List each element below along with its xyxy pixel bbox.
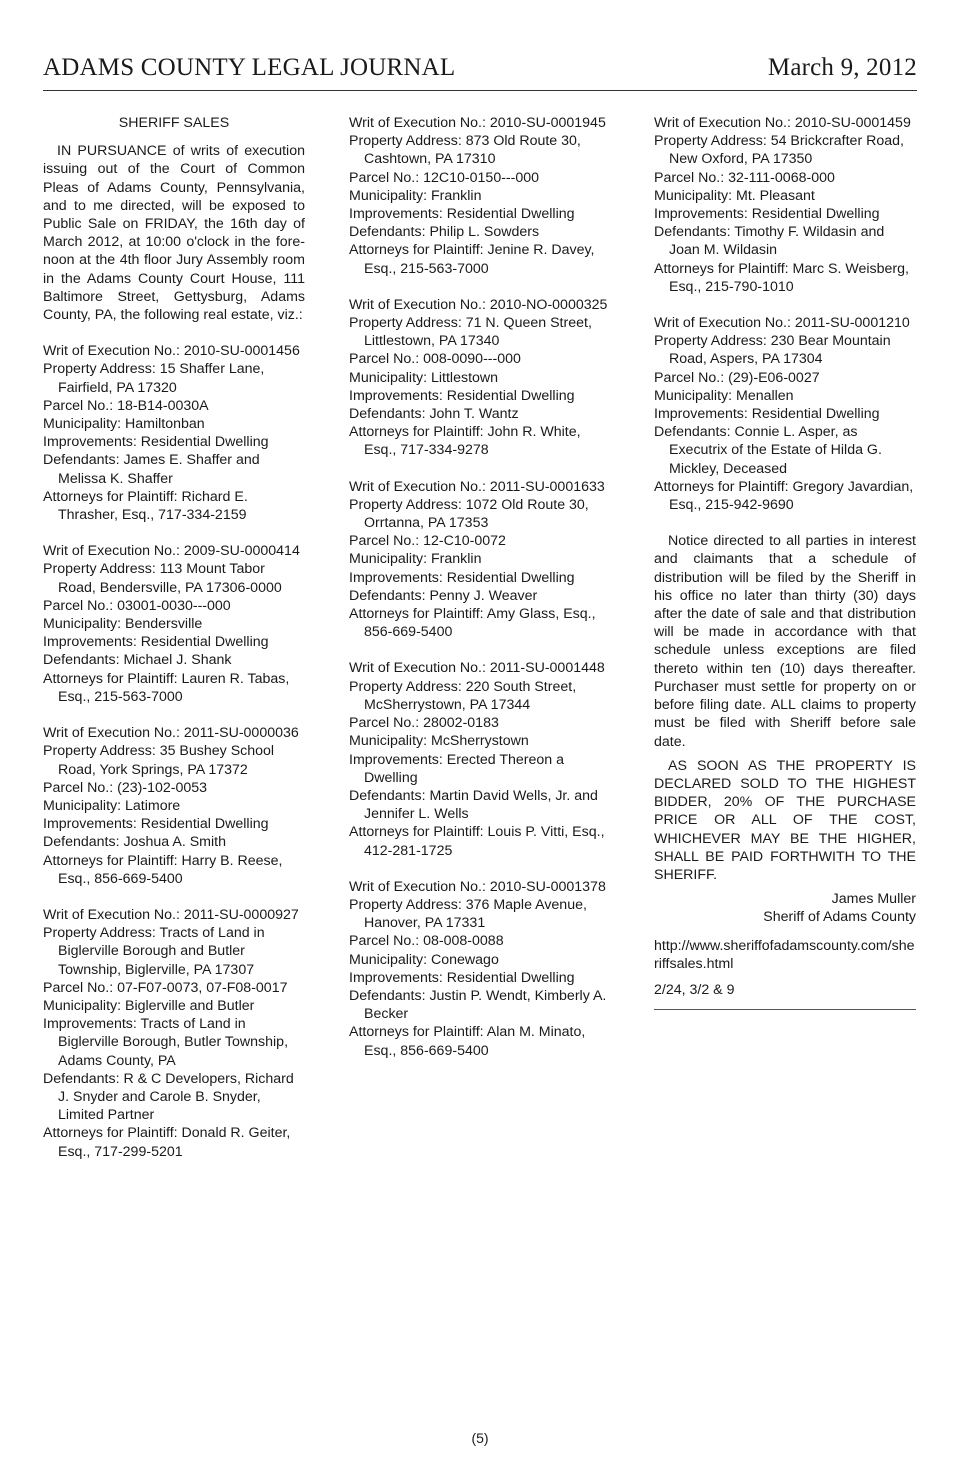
entry-field: Property Address: 873 Old Route 30, Cashtown, PA 17310: [349, 133, 581, 168]
sale-entry: [43, 342, 305, 524]
entry-field: Municipality: Conewago: [349, 951, 499, 968]
entry-field: Improvements: Tracts of Land in Biglerville Borough, Butler Township, Adams County, PA: [43, 1016, 289, 1069]
entry-field: Parcel No.: (23)-102-0053: [43, 779, 208, 796]
entry-field: Property Address: 230 Bear Mountain Road, Aspers, PA 17304: [654, 333, 891, 368]
entry-field: Property Address: Tracts of Land in Biglerville Borough and Butler Township, Biglerville, PA 17307: [43, 925, 265, 978]
entry-field: Writ of Execution No.: 2011-SU-0000036: [43, 725, 299, 742]
sale-entries: [349, 114, 611, 1060]
entry-field: Defendants: Connie L. Asper, as Executrix of the Estate of Hilda G. Mickley, Deceased: [654, 424, 882, 477]
signature-name: James Muller: [831, 891, 916, 908]
sale-entry: [43, 542, 305, 706]
entry-field: Defendants: Martin David Wells, Jr. and Jennifer L. Wells: [349, 787, 598, 823]
entry-field: Parcel No.: 32-111-0068-000: [654, 169, 835, 186]
entry-field: Writ of Execution No.: 2010-SU-0001378: [349, 878, 606, 895]
entry-field: Parcel No.: 12-C10-0072: [349, 533, 506, 550]
entry-field: Writ of Execution No.: 2010-SU-0001945: [349, 115, 606, 131]
section-heading: SHERIFF SALES: [118, 115, 230, 131]
entry-field: Parcel No.: 12C10-0150---000: [349, 169, 540, 186]
entry-field: Attorneys for Plaintiff: Harry B. Reese, Esq., 856-669-5400: [43, 852, 283, 887]
entry-field: Municipality: Franklin: [349, 551, 482, 568]
entry-field: Improvements: Residential Dwelling: [349, 206, 575, 223]
entry-field: Writ of Execution No.: 2010-SU-0001459: [654, 115, 911, 131]
end-rule: [654, 1009, 916, 1010]
entry-field: Property Address: 1072 Old Route 30, Orrtanna, PA 17353: [349, 496, 589, 532]
column-1: [43, 114, 305, 1179]
sale-entry: [43, 724, 305, 888]
entry-field: Attorneys for Plaintiff: Richard E. Thrasher, Esq., 717-334-2159: [43, 488, 248, 524]
signature-title: Sheriff of Adams County: [763, 909, 916, 926]
sheriff-sales-url: http://www.sheriffofadamscounty.com/sheriffsales.html: [654, 937, 915, 972]
entry-field: Defendants: Justin P. Wendt, Kimberly A. Becker: [349, 987, 607, 1023]
entry-field: Improvements: Residential Dwelling: [349, 569, 575, 586]
entry-field: Attorneys for Plaintiff: John R. White, Esq., 717-334-9278: [349, 424, 581, 459]
entry-field: Municipality: Menallen: [654, 387, 794, 404]
entry-field: Municipality: Bendersville: [43, 616, 203, 633]
entry-field: Parcel No.: 07-F07-0073, 07-F08-0017: [43, 979, 288, 996]
entry-field: Municipality: Hamiltonban: [43, 416, 205, 433]
entry-field: Property Address: 220 South Street, McSherrystown, PA 17344: [349, 678, 577, 713]
entry-field: Improvements: Residential Dwelling: [654, 206, 880, 223]
entry-field: Writ of Execution No.: 2009-SU-0000414: [43, 543, 300, 560]
entry-field: Improvements: Residential Dwelling: [43, 634, 269, 651]
payment-notice: AS SOON AS THE PROPERTY IS DECLARED SOLD TO THE HIGHEST BIDDER, 20% OF THE PURCHASE PRICE OR ALL OF THE COST, WHICHEVER MAY BE THE HIGHER, SHALL BE PAID FORTHWITH TO THE SHERIFF.: [654, 757, 916, 883]
entry-field: Parcel No.: 008-0090---000: [349, 351, 521, 368]
sale-entry: [349, 478, 611, 642]
journal-title: ADAMS COUNTY LEGAL JOURNAL: [43, 54, 456, 81]
entry-field: Defendants: Timothy F. Wildasin and Joan M. Wildasin: [654, 224, 885, 259]
entry-field: Municipality: Biglerville and Butler: [43, 997, 255, 1014]
sale-entry: [654, 314, 916, 514]
sale-entry: [349, 114, 611, 278]
entry-field: Attorneys for Plaintiff: Alan M. Minato, Esq., 856-669-5400: [349, 1024, 586, 1059]
sale-entry: [654, 114, 916, 296]
entry-field: Parcel No.: 28002-0183: [349, 715, 499, 732]
sale-entry: [43, 906, 305, 1161]
entry-field: Improvements: Residential Dwelling: [349, 387, 575, 404]
distribution-notice: Notice directed to all parties in interest and claimants that a schedule of distribution will be filed by the Sheriff in his office no later than thirty (30) days after the date of sale and that distribution will be made in accordance with that schedule unless exceptions are filed thereto within ten (10) days thereafter. Purchaser must settle for property on or before filing date. ALL claims to property must be filed with Sheriff before sale date.: [654, 533, 916, 750]
entry-field: Improvements: Residential Dwelling: [349, 969, 575, 986]
entry-field: Attorneys for Plaintiff: Jenine R. Davey, Esq., 215-563-7000: [349, 242, 595, 277]
entry-field: Parcel No.: 18-B14-0030A: [43, 397, 209, 414]
entry-field: Defendants: Penny J. Weaver: [349, 587, 538, 604]
sale-entry: [349, 659, 611, 859]
entry-field: Defendants: Philip L. Sowders: [349, 224, 540, 241]
entry-field: Attorneys for Plaintiff: Donald R. Geiter, Esq., 717-299-5201: [43, 1125, 291, 1160]
entry-field: Improvements: Residential Dwelling: [43, 434, 269, 451]
entry-field: Defendants: James E. Shaffer and Melissa K. Shaffer: [43, 452, 260, 487]
entry-field: Defendants: Joshua A. Smith: [43, 834, 226, 851]
entry-field: Property Address: 113 Mount Tabor Road, Bendersville, PA 17306-0000: [43, 561, 282, 596]
entry-field: Municipality: McSherrystown: [349, 733, 529, 750]
sale-entry: [349, 878, 611, 1060]
entry-field: Property Address: 71 N. Queen Street, Littlestown, PA 17340: [349, 315, 592, 350]
entry-field: Municipality: Mt. Pleasant: [654, 187, 815, 204]
intro-paragraph: IN PURSUANCE of writs of execution issuing out of the Court of Common Pleas of Adams County, Pennsylvania, and to me directed, will be exposed to Public Sale on FRIDAY, the 16th day of March 2012, at 10:00 o'clock in the fore-noon at the 4th floor Jury Assembly room in the Adams County Court House, 111 Baltimore Street, Gettysburg, Adams County, PA, the following real estate, viz.:: [43, 143, 305, 324]
entry-field: Parcel No.: 08-008-0088: [349, 933, 504, 950]
publication-dates: 2/24, 3/2 & 9: [654, 981, 735, 998]
entry-field: Attorneys for Plaintiff: Marc S. Weisberg, Esq., 215-790-1010: [654, 260, 909, 295]
entry-field: Writ of Execution No.: 2011-SU-0001448: [349, 660, 605, 677]
sale-entry: [349, 296, 611, 460]
entry-field: Attorneys for Plaintiff: Amy Glass, Esq., 856-669-5400: [349, 606, 596, 641]
entry-field: Writ of Execution No.: 2011-SU-0000927: [43, 906, 299, 923]
entry-field: Parcel No.: (29)-E06-0027: [654, 369, 820, 386]
entry-field: Property Address: 54 Brickcrafter Road, New Oxford, PA 17350: [654, 133, 904, 168]
entry-field: Attorneys for Plaintiff: Gregory Javardian, Esq., 215-942-9690: [654, 478, 914, 514]
entry-field: Writ of Execution No.: 2011-SU-0001210: [654, 315, 910, 332]
entry-field: Improvements: Residential Dwelling: [654, 406, 880, 423]
entry-field: Writ of Execution No.: 2010-SU-0001456: [43, 343, 300, 360]
sale-entries: [43, 342, 305, 1161]
entry-field: Municipality: Latimore: [43, 797, 181, 814]
entry-field: Attorneys for Plaintiff: Louis P. Vitti, Esq., 412-281-1725: [349, 824, 605, 859]
entry-field: Attorneys for Plaintiff: Lauren R. Tabas, Esq., 215-563-7000: [43, 670, 290, 705]
entry-field: Defendants: Michael J. Shank: [43, 652, 232, 669]
entry-field: Improvements: Erected Thereon a Dwelling: [349, 751, 565, 786]
issue-date: March 9, 2012: [767, 54, 917, 81]
entry-field: Parcel No.: 03001-0030---000: [43, 597, 231, 614]
page-number: (5): [471, 1430, 489, 1446]
masthead: [43, 54, 917, 91]
entry-field: Defendants: R & C Developers, Richard J. Snyder and Carole B. Snyder, Limited Partner: [43, 1070, 294, 1124]
entry-field: Writ of Execution No.: 2011-SU-0001633: [349, 478, 605, 495]
entry-field: Property Address: 376 Maple Avenue, Hanover, PA 17331: [349, 896, 587, 932]
column-2: [349, 114, 611, 1078]
column-3: [654, 114, 916, 1010]
entry-field: Municipality: Littlestown: [349, 369, 499, 386]
entry-field: Property Address: 35 Bushey School Road, York Springs, PA 17372: [43, 743, 275, 778]
entry-field: Defendants: John T. Wantz: [349, 406, 519, 423]
entry-field: Municipality: Franklin: [349, 187, 482, 204]
entry-field: Writ of Execution No.: 2010-NO-0000325: [349, 296, 608, 313]
sale-entries: [654, 114, 916, 514]
entry-field: Improvements: Residential Dwelling: [43, 816, 269, 833]
entry-field: Property Address: 15 Shaffer Lane, Fairfield, PA 17320: [43, 361, 265, 396]
